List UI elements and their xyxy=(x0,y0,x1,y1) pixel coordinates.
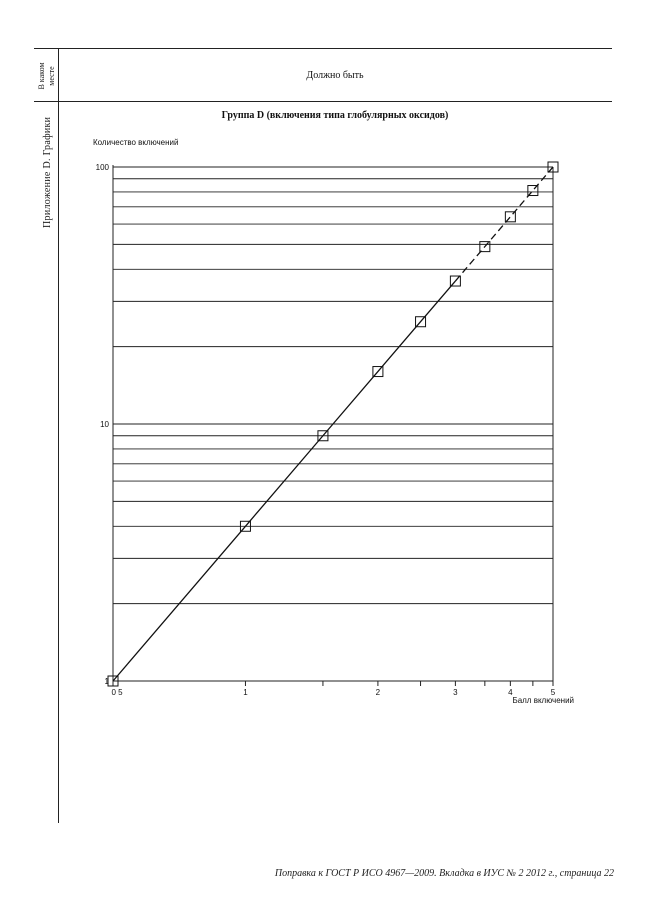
y-tick-label: 100 xyxy=(95,163,109,172)
chart-title: Группа D (включения типа глобулярных оксидов) xyxy=(221,110,449,121)
y-tick-label: 10 xyxy=(100,420,109,429)
x-tick-label: 4 xyxy=(508,688,513,697)
x-tick-label: 1 xyxy=(243,688,248,697)
x-tick-label: 0 5 xyxy=(111,688,123,697)
x-axis-label: Балл включений xyxy=(512,696,574,705)
x-tick-label: 5 xyxy=(550,688,556,697)
should-be-heading: Должно быть xyxy=(306,70,364,81)
y-axis-label: Количество включений xyxy=(93,138,179,147)
section-label: Приложение D. Графики xyxy=(42,116,53,228)
y-tick-label: 1 xyxy=(104,677,109,686)
where-label: В каком месте xyxy=(37,62,56,90)
x-tick-label: 3 xyxy=(453,688,458,697)
footer-note: Поправка к ГОСТ Р ИСО 4967—2009. Вкладка в ИУС № 2 2012 г., страница 22 xyxy=(274,868,614,879)
x-tick-label: 2 xyxy=(375,688,381,697)
